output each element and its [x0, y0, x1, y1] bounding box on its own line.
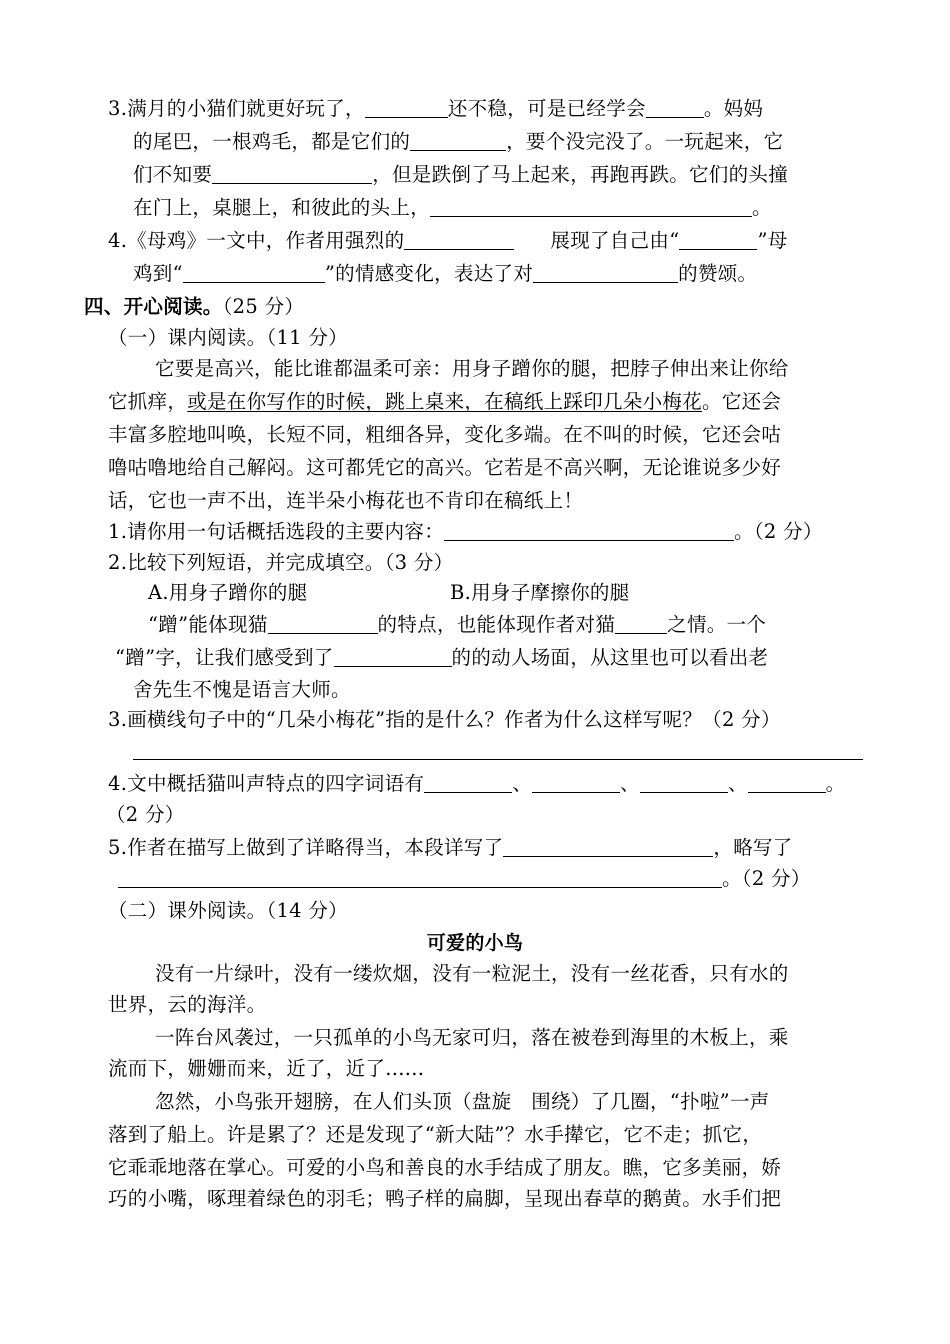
answer-blank[interactable]: [533, 262, 678, 283]
answer-blank[interactable]: [430, 196, 752, 217]
p1-question-2-line: 舍先生不愧是语言大师。: [133, 678, 351, 701]
answer-blank[interactable]: [365, 97, 448, 118]
answer-blank[interactable]: [532, 772, 620, 793]
p1-question-3: 3.画横线句子中的“几朵小梅花”指的是什么？作者为什么这样写呢？（2 分）: [108, 708, 781, 731]
p1-question-4-score: （2 分）: [106, 803, 185, 826]
passage-1-line: 它抓痒，或是在你写作的时候，跳上桌来，在稿纸上踩印几朵小梅花。它还会: [108, 390, 782, 413]
section-4-heading: 四、开心阅读。（25 分）: [84, 295, 305, 318]
q3-line-2: 的尾巴，一根鸡毛，都是它们的 ，要个没完没了。一玩起来，它: [133, 130, 784, 153]
option-a: A.用身子蹭你的腿: [148, 581, 308, 604]
answer-blank[interactable]: [646, 97, 704, 118]
answer-blank[interactable]: [424, 772, 512, 793]
p1-question-2-line: “蹭”能体现猫 的特点，也能体现作者对猫 之情。一个: [148, 613, 767, 636]
q3-line-3: 们不知要 ，但是跌倒了马上起来，再跑再跌。它们的头撞: [133, 163, 789, 186]
answer-blank[interactable]: [503, 836, 713, 857]
answer-blank[interactable]: [679, 229, 757, 250]
p1-question-2-line: “蹭”字，让我们感受到了 的的动人场面，从这里也可以看出老: [115, 646, 769, 669]
q4-line-1: 4.《母鸡》一文中，作者用强烈的 展现了自己由“ ”母: [108, 229, 788, 252]
p1-question-2: 2.比较下列短语，并完成填空。（3 分）: [108, 551, 454, 574]
answer-blank[interactable]: [212, 163, 372, 184]
option-b: B.用身子摩擦你的腿: [450, 581, 630, 604]
answer-blank[interactable]: [444, 520, 734, 541]
story-title: 可爱的小鸟: [426, 932, 524, 954]
answer-blank[interactable]: [404, 229, 514, 250]
passage-2-line: 流而下，姗姗而来，近了，近了......: [108, 1057, 425, 1080]
answer-blank[interactable]: [640, 772, 728, 793]
q4-line-2: 鸡到“ ”的情感变化，表达了对 的赞颂。: [133, 262, 758, 285]
passage-2-line: 它乖乖地落在掌心。可爱的小鸟和善良的水手结成了朋友。瞧，它多美丽，娇: [108, 1156, 782, 1179]
passage-1-line: 它要是高兴，能比谁都温柔可亲：用身子蹭你的腿，把脖子伸出来让你给: [155, 357, 789, 380]
passage-1-line: 噜咕噜地给自己解闷。这可都凭它的高兴。它若是不高兴啊，无论谁说多少好: [108, 456, 782, 479]
part-1-heading: （一）课内阅读。（11 分）: [108, 326, 348, 349]
q3-line-1: 3.满月的小猫们就更好玩了， 还不稳，可是已经学会 。妈妈: [108, 97, 764, 120]
underlined-sentence: 或是在你写作的时候，跳上桌来，在稿纸上踩印几朵小梅花: [187, 390, 703, 413]
answer-blank[interactable]: [183, 262, 325, 283]
passage-2-line: 一阵台风袭过，一只孤单的小鸟无家可归，落在被卷到海里的木板上，乘: [155, 1026, 789, 1049]
q3-line-4: 在门上，桌腿上，和彼此的头上， 。: [133, 196, 772, 219]
passage-1-line: 话，它也一声不出，连半朵小梅花也不肯印在稿纸上！: [108, 489, 584, 512]
answer-blank[interactable]: [615, 613, 667, 634]
answer-blank[interactable]: [268, 613, 378, 634]
answer-blank[interactable]: [118, 867, 722, 888]
part-2-heading: （二）课外阅读。（14 分）: [108, 899, 348, 922]
passage-2-line: 世界，云的海洋。: [108, 993, 267, 1016]
p1-question-1: 1.请你用一句话概括选段的主要内容： 。（2 分）: [108, 520, 823, 543]
passage-2-line: 落到了船上。许是累了？还是发现了“新大陆”？水手撵它，它不走；抓它，: [108, 1123, 763, 1146]
passage-2-line: 忽然，小鸟张开翅膀，在人们头顶（盘旋 围绕）了几圈，“扑啦”一声: [155, 1090, 770, 1113]
answer-blank[interactable]: [334, 646, 452, 667]
passage-2-line: 没有一片绿叶，没有一缕炊烟，没有一粒泥土，没有一丝花香，只有水的: [155, 962, 789, 985]
p1-question-4: 4.文中概括猫叫声特点的四字词语有 、 、 、 。: [108, 772, 846, 795]
p1-question-5: 5.作者在描写上做到了详略得当，本段详写了 ，略写了: [108, 836, 793, 859]
passage-1-line: 丰富多腔地叫唤，长短不同，粗细各异，变化多端。在不叫的时候，它还会咕: [108, 423, 782, 446]
answer-line[interactable]: [133, 759, 863, 760]
answer-blank[interactable]: [410, 130, 506, 151]
answer-blank[interactable]: [748, 772, 826, 793]
p1-question-5-line-2: 。（2 分）: [118, 866, 811, 892]
passage-2-line: 巧的小嘴，啄理着绿色的羽毛；鸭子样的扁脚，呈现出春草的鹅黄。水手们把: [108, 1187, 782, 1210]
